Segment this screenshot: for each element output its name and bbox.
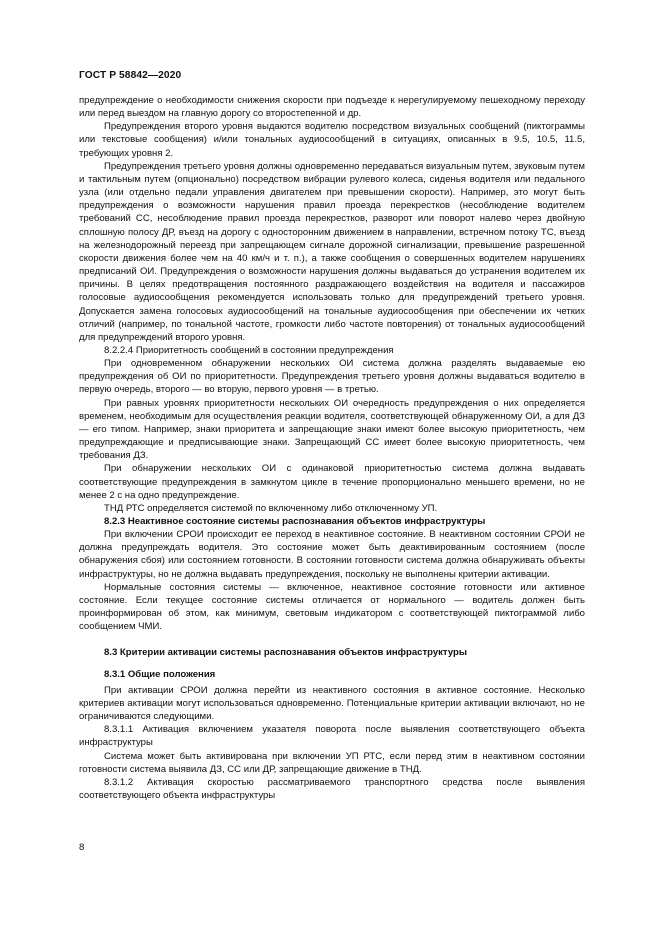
page-header: ГОСТ Р 58842—2020 — [79, 70, 182, 81]
paragraph: Предупреждения второго уровня выдаются водителю посредством визуальных сообщений (пиктограммы или текстовые сообщения) и/или тональных аудиосообщений в ситуациях, описанных в 9.5, 10.5, 11.5, требующих уровня 2. — [79, 121, 585, 159]
document-body — [79, 94, 585, 802]
subsection-title: 8.3.1.2 Активация скоростью рассматриваемого транспортного средства после выявления соответствующего объекта инфраструктуры — [79, 776, 585, 801]
subsection-title: 8.3.1.1 Активация включением указателя поворота после выявления соответствующего объекта инфраструктуры — [79, 724, 585, 749]
paragraph: Предупреждения третьего уровня должны одновременно передаваться визуальным путем, звуковым путем и тактильным путем (опционально) посредством вибрации рулевого колеса, сиденья водителя или педального узла (или отдельно педали управления двигателем при превышении скорости). Например, это могут быть предупреждения о возможности нарушения правил проезда перекрестков (несоблюдение водителем требований СС, несоблюдение правил проезда перекрестков, разворот или поворот налево через двойную сплошную полосу ДР, въезд на дорогу с односторонним движением в направлении, встречном потоку ТС, въезд на железнодорожный переезд при запрещающем сигнале дорожной сигнализации, превышение разрешенной скорости движения более чем на 40 км/ч и т. п.), а также сообщения о совершенных водителем нарушениях предписаний ОИ. Предупреждения о возможности нарушения должны выдаваться до устранения водителем их причины. В целях предотвращения постоянного раздражающего воздействия на водителя и пассажиров голосовые аудиосообщения рекомендуется использовать только для предупреждений третьего уровня. Допускается замена голосовых аудиосообщений на тональные аудиосообщения при обеспечении их четких отличий (например, по тональной частоте, громкости либо частоте повторения) от тональных аудиосообщений для предупреждений второго уровня. — [79, 160, 585, 343]
paragraph: При равных уровнях приоритетности нескольких ОИ очередность предупреждения о них определяется временем, необходимым для осуществления реакции водителя, соответствующей обнаруженному ОИ, а для ДЗ — его типом. Например, знаки приоритета и запрещающие знаки имеют более высокую приоритетность, чем предупреждающие и предписывающие знаки. Запрещающий СС имеет более высокую приоритетность, чем требования ДЗ. — [79, 397, 585, 462]
paragraph: предупреждение о необходимости снижения скорости при подъезде к нерегулируемому пешеходному переходу или перед выездом на главную дорогу со второстепенной и др. — [79, 95, 585, 120]
subsection-title: 8.2.2.4 Приоритетность сообщений в состоянии предупреждения — [104, 344, 394, 356]
section-heading: 8.3.1 Общие положения — [104, 668, 216, 680]
paragraph: Нормальные состояния системы — включенное, неактивное состояние готовности или активное состояние. Если текущее состояние системы отличается от нормального — водитель должен быть проинформирован об этом, как минимум, световым индикатором с соответствующей пиктограммой либо сообщением ЧМИ. — [79, 581, 585, 633]
section-heading: 8.2.3 Неактивное состояние системы распознавания объектов инфраструктуры — [104, 516, 486, 527]
paragraph: ТНД РТС определяется системой по включенному либо отключенному УП. — [104, 502, 438, 514]
paragraph: При включении СРОИ происходит ее переход в неактивное состояние. В неактивном состоянии СРОИ не должна предупреждать водителя. Это состояние может быть деактивированным состоянием (после обнаружения сбоя) или состоянием готовности. В состоянии готовности система должна обнаруживать объекты инфраструктуры, но не должна выдавать предупреждения, поскольку не выполнены критерии активации. — [79, 529, 585, 580]
paragraph: При обнаружении нескольких ОИ с одинаковой приоритетностью система должна выдавать соответствующие предупреждения в замкнутом цикле в течение пропорционально меньшего времени, но не менее 2 с на одно предупреждение. — [79, 463, 585, 501]
paragraph: При активации СРОИ должна перейти из неактивного состояния в активное состояние. Несколько критериев активации могут использоваться одновременно. Потенциальные критерии активации включают, но не ограничиваются следующими. — [79, 684, 585, 723]
paragraph: Система может быть активирована при включении УП РТС, если перед этим в неактивном состоянии готовности система выявила ДЗ, СС или ДР, запрещающие движение в ТНД. — [79, 750, 585, 775]
page-number: 8 — [79, 842, 85, 853]
section-heading: 8.3 Критерии активации системы распознавания объектов инфраструктуры — [104, 647, 468, 659]
paragraph: При одновременном обнаружении нескольких ОИ система должна разделять выдаваемые ею предупреждения об ОИ по приоритетности. Предупреждения третьего уровня должны выдаваться водителю в первую очередь, второго — во вторую, первого уровня — в третью. — [79, 358, 585, 396]
